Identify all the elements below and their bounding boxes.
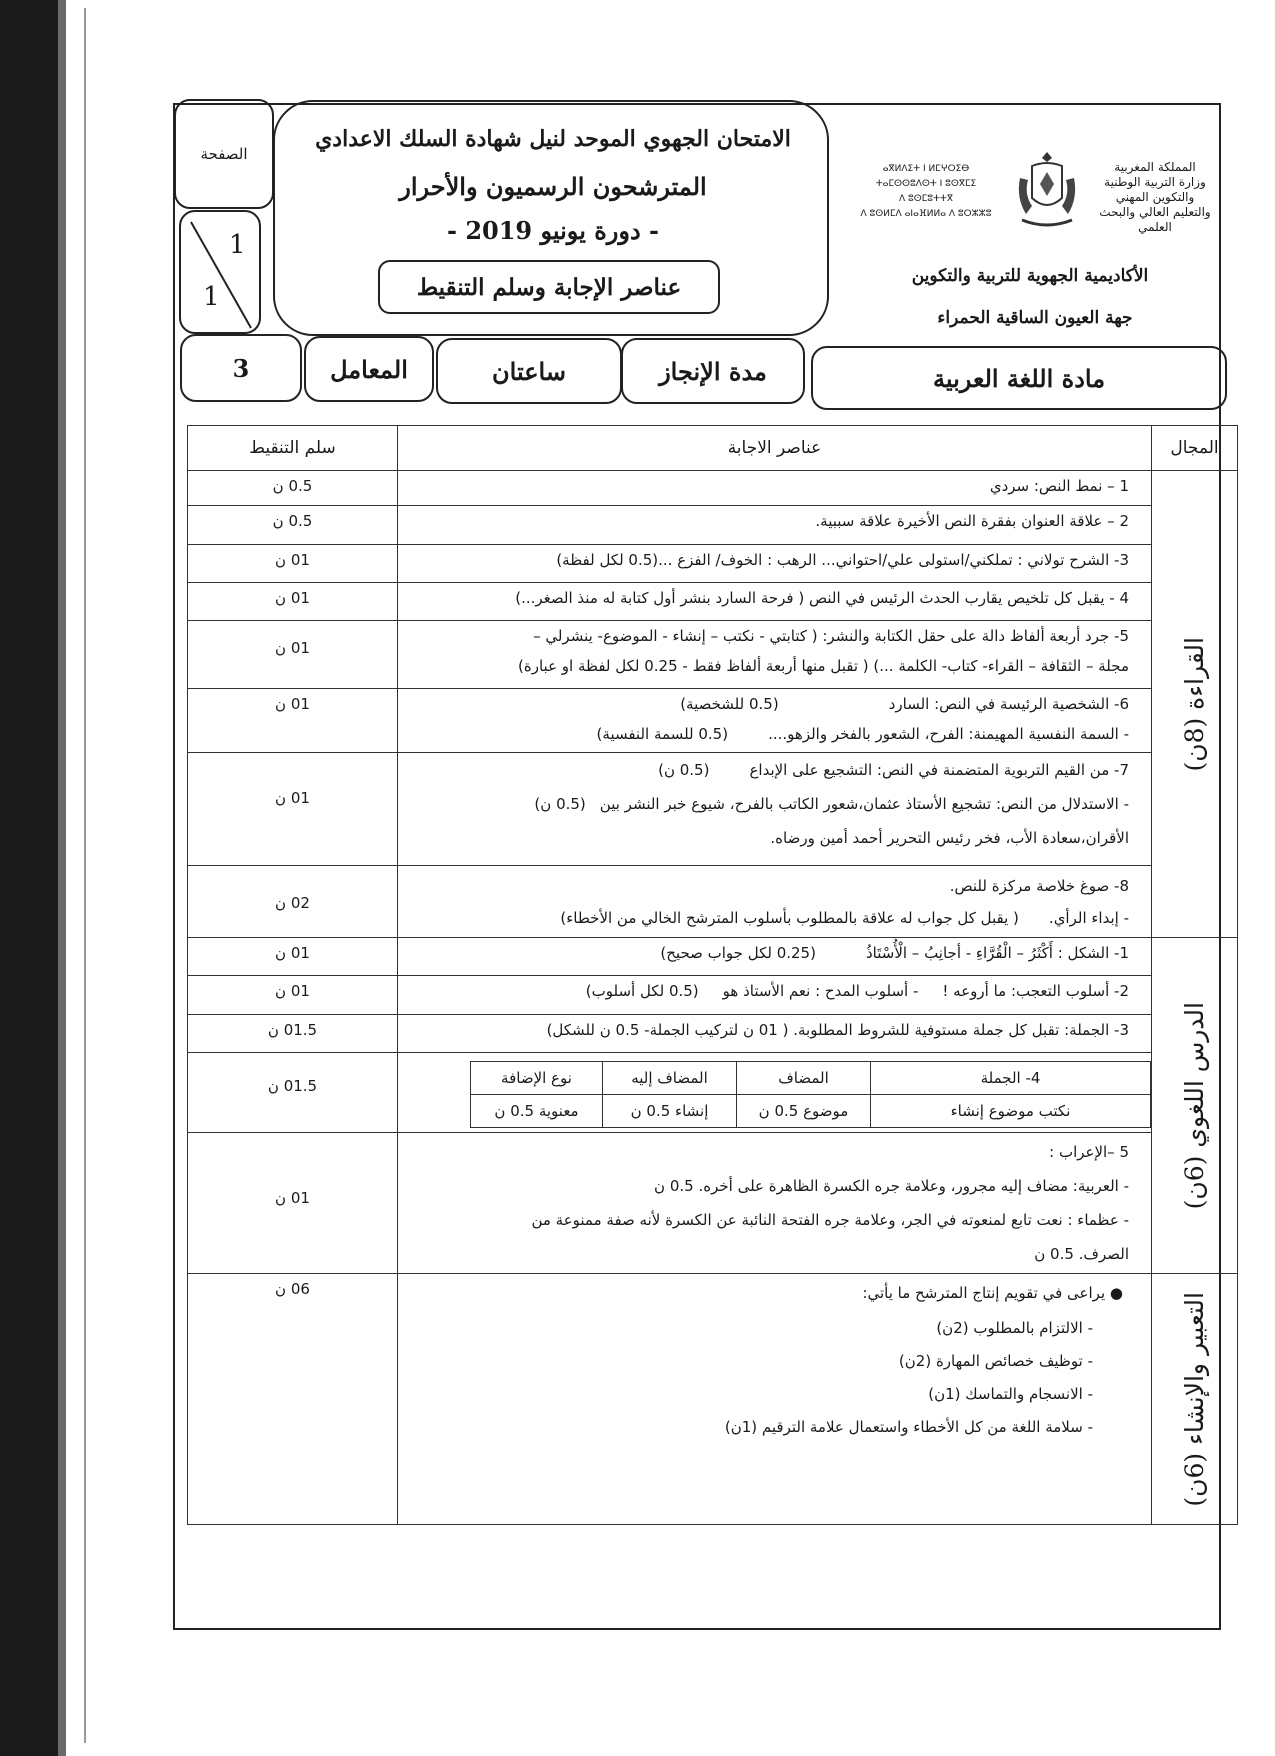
answer-row: 8- صوغ خلاصة مركزة للنص. - إبداء الرأي.( يقبل كل جواب له علاقة بالمطلوب بأسلوب المترشح الخالي من الأخطاء)	[398, 865, 1152, 937]
col-score-header: سلم التنقيط	[188, 426, 398, 471]
answer-row: 1- الشكل : أَكْثَرُ – الْقُرَّاءِ - أجانِبُ – الْأُسْتَاذُ(0.25 لكل جواب صحيح)	[398, 938, 1152, 976]
coefficient-value-box	[180, 334, 302, 402]
score-cell: 02 ن	[188, 865, 398, 937]
duration-label-box	[621, 338, 805, 404]
answer-row: 7- من القيم التربوية المتضمنة في النص: التشجيع على الإبداع(0.5 ن) - الاستدلال من النص: تشجيع الأستاذ عثمان،شعور الكاتب بالفرح، شيوع خبر النشر بين(0.5 ن) الأقران،سعادة الأب، فخر رئيس التحرير أحمد أمين ورضاه.	[398, 753, 1152, 866]
coefficient-value: 3	[232, 353, 250, 383]
duration-label: مدة الإنجاز	[659, 356, 767, 386]
academy-name: الأكاديمية الجهوية للتربية والتكوين	[911, 266, 1149, 286]
idafa-header: نوع الإضافة	[471, 1061, 603, 1094]
answer-row	[398, 1052, 1152, 1132]
scan-left-edge	[0, 0, 58, 1756]
answer-row: 6- الشخصية الرئيسة في النص: السارد(0.5 للشخصية) - السمة النفسية المهيمنة: الفرح، الشعور بالفخر والزهو....(0.5 للسمة النفسية)	[398, 689, 1152, 753]
criteria-item: - الالتزام بالمطلوب (2ن)	[936, 1318, 1093, 1337]
answer-row: 3- الجملة: تقبل كل جملة مستوفية للشروط المطلوبة. ( 01 ن لتركيب الجملة- 0.5 ن للشكل)	[398, 1014, 1152, 1052]
answer-row: ● يراعى في تقويم إنتاج المترشح ما يأتي: - الالتزام بالمطلوب (2ن) - توظيف خصائص المهارة (2ن) - الانسجام والتماسك (1ن) - سلامة اللغة من كل الأخطاء واستعمال علامة الترقيم (1ن)	[398, 1273, 1152, 1524]
criteria-item: - توظيف خصائص المهارة (2ن)	[898, 1351, 1093, 1370]
exam-title-block	[273, 100, 829, 336]
duration-value-box	[436, 338, 622, 404]
idafa-header: المضاف	[737, 1061, 871, 1094]
idafa-table	[470, 1061, 1151, 1128]
doc-type-box	[378, 260, 720, 314]
coat-of-arms-icon	[1012, 148, 1082, 236]
answer-row: 3- الشرح تولاني : تملكني/استولى علي/احتواني... الرهب : الخوف/ الفزع ...(0.5 لكل لفظة)	[398, 544, 1152, 582]
coefficient-label: المعامل	[330, 354, 408, 384]
domain-expression: التعبير والإنشاء (6ن)	[1152, 1273, 1238, 1524]
domain-reading: القراءة (8ن)	[1152, 471, 1238, 938]
tifinagh-ministry-name: ⴰⴳⵍⴷⵉⵜ ⵏ ⵍⵎⵖⵔⵉⴱ ⵜⴰⵎⵙⵙⵓⴷⵙⵜ ⵏ ⵓⵙⴳⵎⵉ ⴷ ⵓⵙⵎⵓⵜⵜⴳ ⴷ ⵓⵙⵍⵎⴷ ⴰⵏⴰⴼⵍⵍⴰ ⴷ ⵓⵔⵣⵣⵓ	[860, 164, 992, 219]
score-cell: 01.5 ن	[188, 1052, 398, 1132]
exam-title: الامتحان الجهوي الموحد لنيل شهادة السلك الاعدادي	[315, 126, 791, 152]
session-line: - دورة يونيو 2019 -	[447, 216, 659, 245]
idafa-value: نكتب موضوع إنشاء	[871, 1094, 1151, 1127]
scan-fold-line	[84, 8, 86, 1743]
col-domain-header: المجال	[1152, 426, 1238, 471]
coefficient-label-box	[304, 336, 434, 402]
answer-grading-table	[187, 425, 1238, 1525]
score-cell: 0.5 ن	[188, 471, 398, 506]
answer-row: 5- جرد أربعة ألفاظ دالة على حقل الكتابة والنشر: ( كتابتي - نكتب – إنشاء - الموضوع- ينشرلي – مجلة – الثقافة – القراء- كتاب- الكلمة ...) ( تقبل منها أربعة ألفاظ فقط - 0.25 لكل لفظة او عبارة)	[398, 620, 1152, 688]
page-number: 1	[229, 230, 246, 260]
ministry-name: المملكة المغربية وزارة التربية الوطنية والتكوين المهني والتعليم العالي والبحث العلمي	[1099, 160, 1211, 234]
scan-left-edge-shadow	[58, 0, 66, 1756]
answer-row: 2- أسلوب التعجب: ما أروعه !- أسلوب المدح : نعم الأستاذ هو(0.5 لكل أسلوب)	[398, 976, 1152, 1014]
candidates-line: المترشحون الرسميون والأحرار	[399, 172, 707, 201]
page-divider-line	[181, 212, 263, 336]
score-cell: 01 ن	[188, 689, 398, 753]
score-cell: 0.5 ن	[188, 506, 398, 544]
region-name: جهة العيون الساقية الحمراء	[937, 308, 1133, 328]
idafa-header: المضاف إليه	[603, 1061, 737, 1094]
score-cell: 01 ن	[188, 544, 398, 582]
score-cell: 01 ن	[188, 976, 398, 1014]
score-cell: 01 ن	[188, 753, 398, 866]
idafa-value: موضوع 0.5 ن	[737, 1094, 871, 1127]
page-label-box	[174, 99, 274, 209]
domain-language: الدرس اللغوي (6ن)	[1152, 938, 1238, 1274]
score-cell: 01 ن	[188, 582, 398, 620]
idafa-value: معنوية 0.5 ن	[471, 1094, 603, 1127]
score-cell: 01 ن	[188, 620, 398, 688]
answer-row: 4 - يقبل كل تلخيص يقارب الحدث الرئيس في النص ( فرحة السارد بنشر أول كتابة له منذ الصغر...)	[398, 582, 1152, 620]
score-cell: 01 ن	[188, 1133, 398, 1274]
criteria-item: - الانسجام والتماسك (1ن)	[928, 1384, 1093, 1403]
col-answers-header: عناصر الاجابة	[398, 426, 1152, 471]
doc-type: عناصر الإجابة وسلم التنقيط	[416, 273, 682, 301]
page-total: 1	[203, 282, 220, 312]
idafa-value: إنشاء 0.5 ن	[603, 1094, 737, 1127]
answer-row: 1 – نمط النص: سردي	[398, 471, 1152, 506]
page-number-box	[179, 210, 261, 334]
idafa-sentence-header: 4- الجملة	[871, 1061, 1151, 1094]
score-cell: 01 ن	[188, 938, 398, 976]
subject: مادة اللغة العربية	[932, 363, 1106, 393]
duration-value: ساعتان	[492, 356, 566, 386]
criteria-list	[404, 1312, 1123, 1444]
score-cell: 06 ن	[188, 1273, 398, 1524]
criteria-item: - سلامة اللغة من كل الأخطاء واستعمال علامة الترقيم (1ن)	[724, 1417, 1093, 1436]
answer-row: 5 –الإعراب : - العربية: مضاف إليه مجرور، وعلامة جره الكسرة الظاهرة على أخره. 0.5 ن - عظماء : نعت تابع لمنعوته في الجر، وعلامة جره الفتحة النائبة عن الكسرة لأنه صفة ممنوعة من الصرف. 0.5 ن	[398, 1133, 1152, 1274]
page-label: الصفحة	[200, 145, 248, 163]
answer-row: 2 – علاقة العنوان بفقرة النص الأخيرة علاقة سببية.	[398, 506, 1152, 544]
score-cell: 01.5 ن	[188, 1014, 398, 1052]
subject-box	[811, 346, 1227, 410]
